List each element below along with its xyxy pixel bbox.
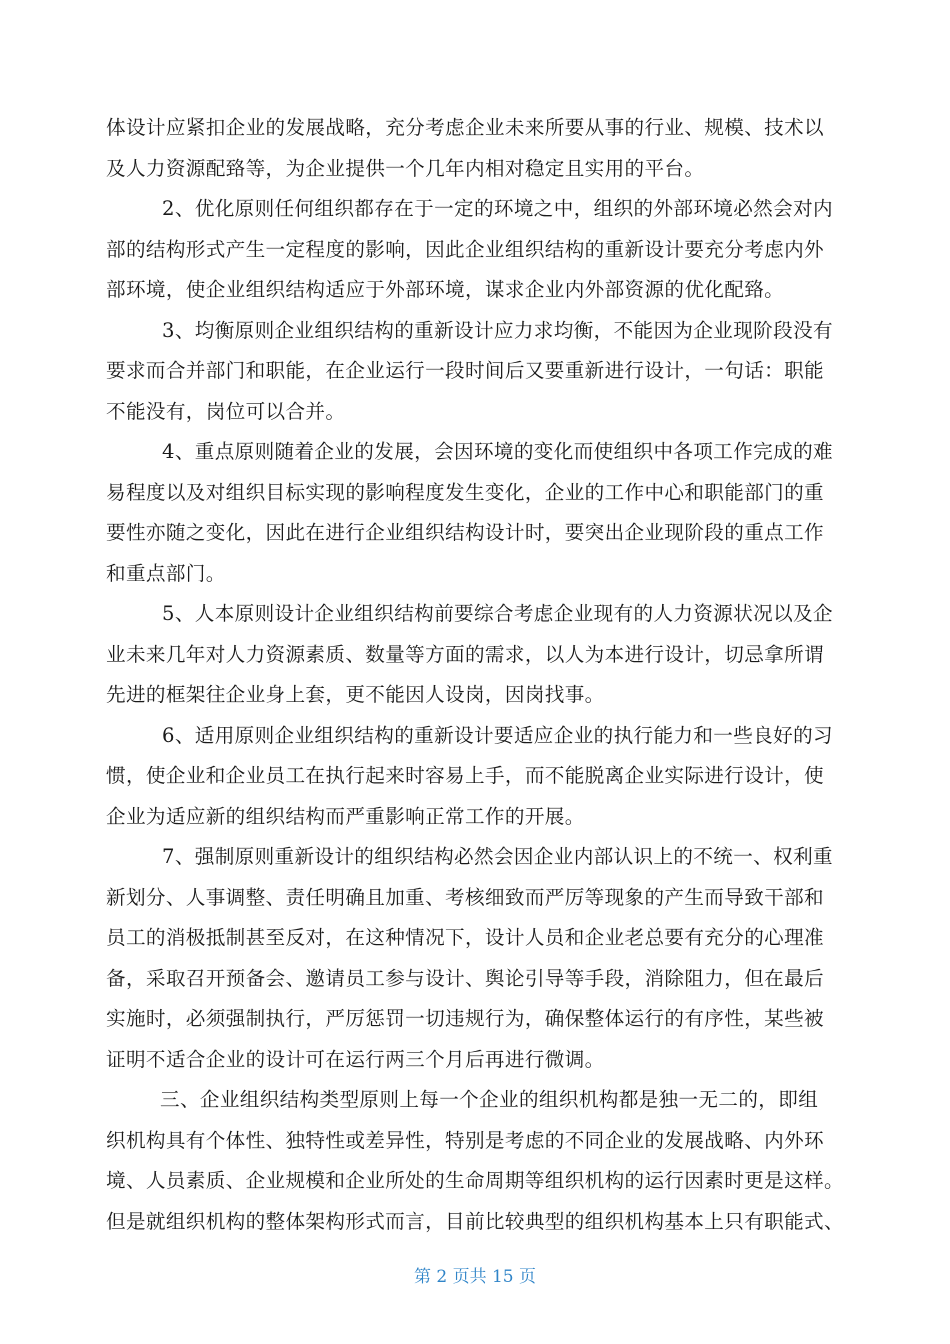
paragraph-first-line: 7、强制原则重新设计的组织结构必然会因企业内部认识上的不统一、权利重 [162,845,833,868]
text-line: 企业为适应新的组织结构而严重影响正常工作的开展。 [106,804,585,828]
paragraph-first-line: 3、均衡原则企业组织结构的重新设计应力求均衡，不能因为企业现阶段没有 [162,318,833,342]
text-line: 及人力资源配臵等，为企业提供一个几年内相对稳定且实用的平台。 [106,156,705,180]
text-line: 备，采取召开预备会、邀请员工参与设计、舆论引导等手段，消除阻力，但在最后 [106,966,824,990]
text-line: 部环境，使企业组织结构适应于外部环境，谋求企业内外部资源的优化配臵。 [106,278,785,301]
text-line: 惯，使企业和企业员工在执行起来时容易上手，而不能脱离企业实际进行设计，使 [106,764,824,787]
text-line: 实施时，必须强制执行，严厉惩罚一切违规行为，确保整体运行的有序性，某些被 [106,1007,824,1030]
paragraph-first-line: 5、人本原则设计企业组织结构前要综合考虑企业现有的人力资源状况以及企 [162,602,833,625]
text-line: 和重点部门。 [106,561,226,585]
text-line: 易程度以及对组织目标实现的影响程度发生变化，企业的工作中心和职能部门的重 [106,480,824,504]
text-line: 不能没有，岗位可以合并。 [106,399,346,423]
document-body [106,108,852,1242]
text-line: 境、人员素质、企业规模和企业所处的生命周期等组织机构的运行因素时更是这样。 [106,1169,844,1192]
text-line: 部的结构形式产生一定程度的影响，因此企业组织结构的重新设计要充分考虑内外 [106,237,824,261]
text-line: 先进的框架往企业身上套，更不能因人设岗，因岗找事。 [106,683,605,706]
paragraph-first-line: 4、重点原则随着企业的发展，会因环境的变化而使组织中各项工作完成的难 [162,440,833,463]
text-line: 要求而合并部门和职能，在企业运行一段时间后又要重新进行设计，一句话：职能 [106,359,824,382]
page-number-label: 第 2 页共 15 页 [413,1267,537,1287]
paragraph-first-line: 6、适用原则企业组织结构的重新设计要适应企业的执行能力和一些良好的习 [162,723,833,747]
section-heading-line: 三、企业组织结构类型原则上每一个企业的组织机构都是独一无二的，即组 [160,1088,819,1111]
text-line: 证明不适合企业的设计可在运行两三个月后再进行微调。 [106,1047,605,1071]
paragraph-first-line: 2、优化原则任何组织都存在于一定的环境之中，组织的外部环境必然会对内 [162,197,833,220]
text-line: 织机构具有个体性、独特性或差异性，特别是考虑的不同企业的发展战略、内外环 [106,1128,824,1152]
text-line: 新划分、人事调整、责任明确且加重、考核细致而严厉等现象的产生而导致干部和 [106,885,824,909]
text-line: 但是就组织机构的整体架构形式而言，目前比较典型的组织机构基本上只有职能式、 [106,1209,844,1233]
text-line: 业未来几年对人力资源素质、数量等方面的需求，以人为本进行设计，切忌拿所谓 [106,642,824,666]
text-line: 体设计应紧扣企业的发展战略，充分考虑企业未来所要从事的行业、规模、技术以 [106,116,824,139]
text-line: 要性亦随之变化，因此在进行企业组织结构设计时，要突出企业现阶段的重点工作 [106,521,824,544]
text-line: 员工的消极抵制甚至反对，在这种情况下，设计人员和企业老总要有充分的心理准 [106,926,824,949]
page-number-footer [0,1262,950,1287]
